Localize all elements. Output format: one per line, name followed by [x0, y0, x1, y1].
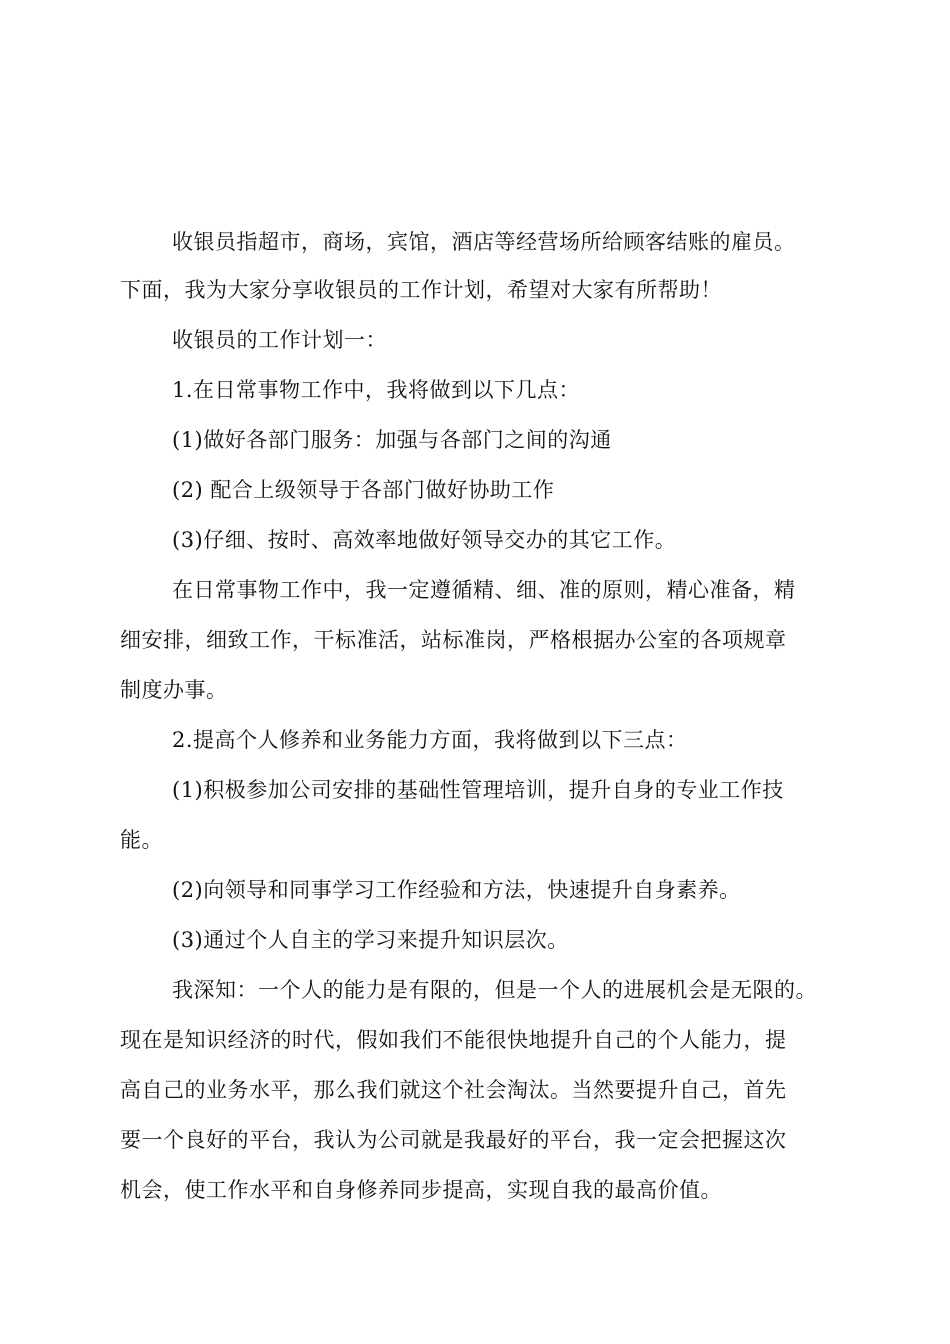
item-2-1-line-2: 能。 — [120, 828, 163, 852]
paragraph-daily-line-2: 细安排，细致工作，干标准活，站标准岗，严格根据办公室的各项规章 — [120, 628, 787, 652]
paragraph-closing-line-4: 要一个良好的平台，我认为公司就是我最好的平台，我一定会把握这次 — [120, 1128, 787, 1152]
item-1-3: (3)仔细、按时、高效率地做好领导交办的其它工作。 — [172, 528, 677, 552]
paragraph-daily-line-1: 在日常事物工作中，我一定遵循精、细、准的原则，精心准备，精 — [172, 578, 796, 602]
item-2-1-line-1: (1)积极参加公司安排的基础性管理培训，提升自身的专业工作技 — [172, 778, 784, 802]
item-1-heading: 1.在日常事物工作中，我将做到以下几点： — [172, 378, 581, 402]
item-1-2: (2) 配合上级领导于各部门做好协助工作 — [172, 478, 555, 502]
paragraph-intro-line-1: 收银员指超市，商场，宾馆，酒店等经营场所给顾客结账的雇员。 — [172, 230, 796, 254]
paragraph-closing-line-5: 机会，使工作水平和自身修养同步提高，实现自我的最高价值。 — [120, 1178, 722, 1202]
paragraph-closing-line-2: 现在是知识经济的时代，假如我们不能很快地提升自己的个人能力，提 — [120, 1028, 787, 1052]
paragraph-daily-line-3: 制度办事。 — [120, 678, 228, 702]
paragraph-closing-line-1: 我深知：一个人的能力是有限的，但是一个人的进展机会是无限的。 — [172, 978, 817, 1002]
item-1-1: (1)做好各部门服务：加强与各部门之间的沟通 — [172, 428, 612, 452]
item-2-2: (2)向领导和同事学习工作经验和方法，快速提升自身素养。 — [172, 878, 741, 902]
paragraph-closing-line-3: 高自己的业务水平，那么我们就这个社会淘汰。当然要提升自己，首先 — [120, 1078, 787, 1102]
paragraph-intro-line-2: 下面，我为大家分享收银员的工作计划，希望对大家有所帮助！ — [120, 278, 722, 302]
item-2-3: (3)通过个人自主的学习来提升知识层次。 — [172, 928, 569, 952]
section-heading-plan-one: 收银员的工作计划一： — [172, 328, 387, 352]
item-2-heading: 2.提高个人修养和业务能力方面，我将做到以下三点： — [172, 728, 688, 752]
